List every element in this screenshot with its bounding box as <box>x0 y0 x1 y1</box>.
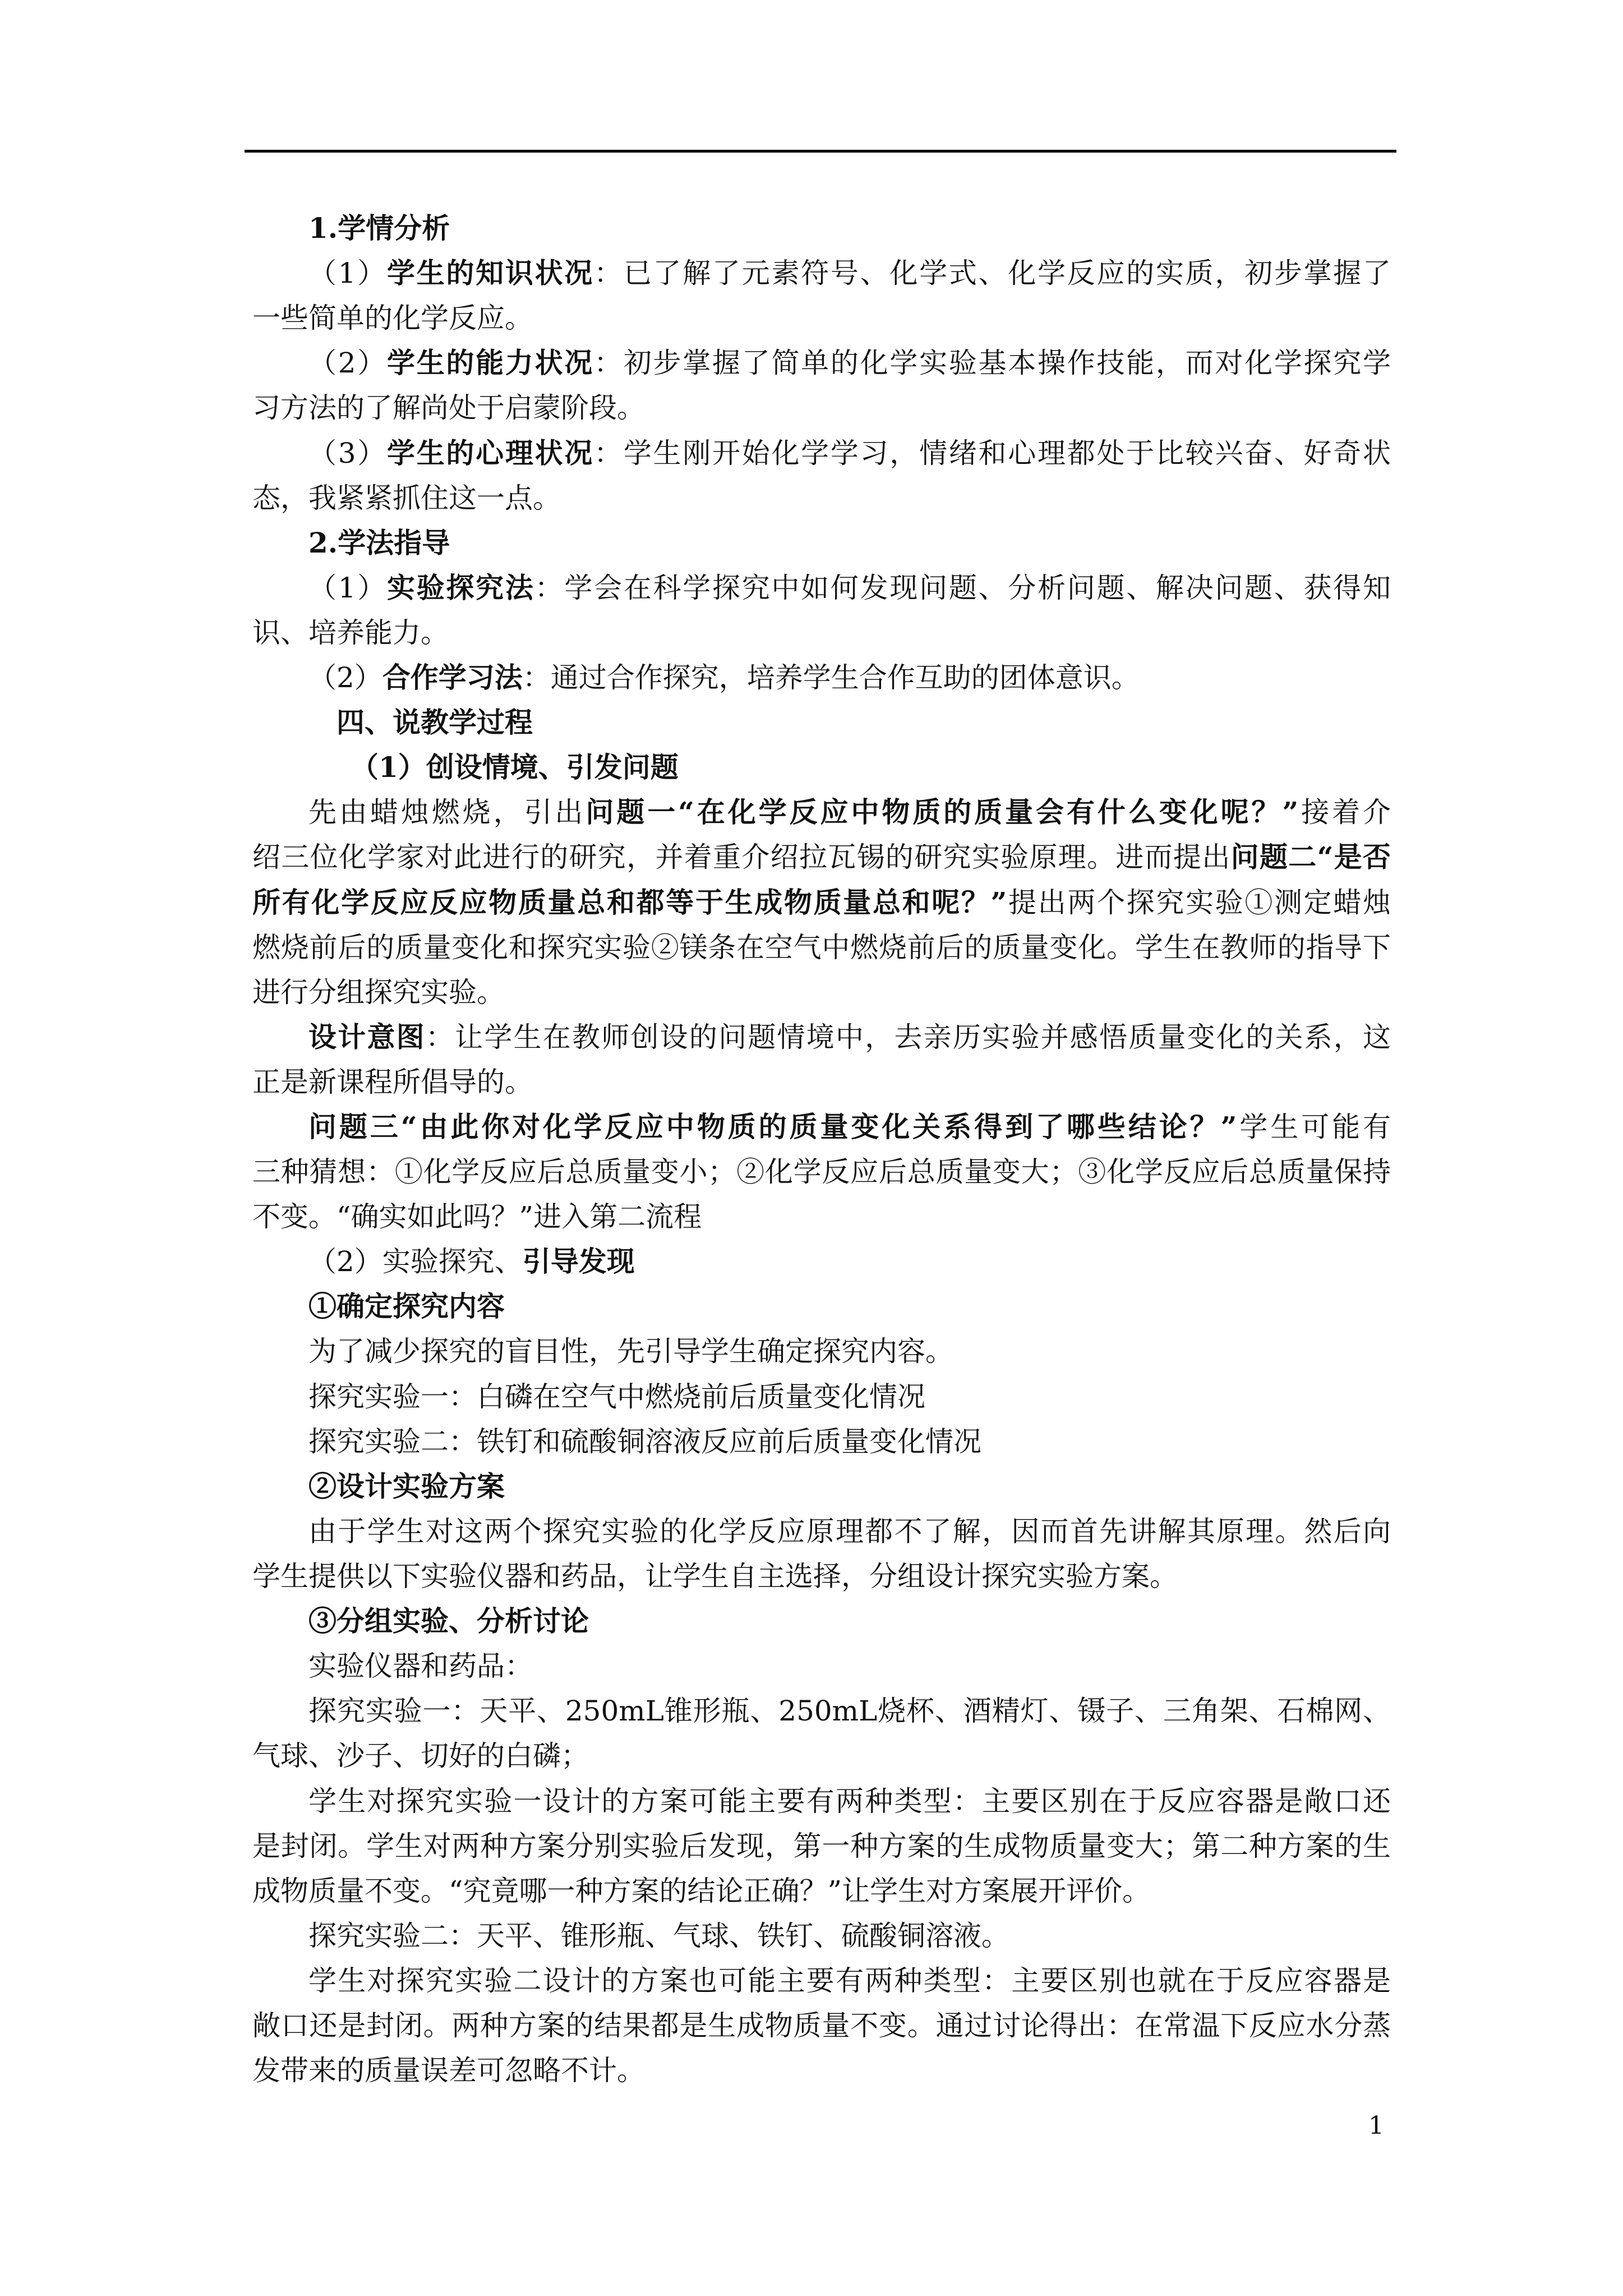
bold-text: ①确定探究内容 <box>308 1290 505 1323</box>
bold-text: 问题二“是否 <box>1230 840 1391 873</box>
text: ：学会在科学探究中如何发现问题、分析问题、解决问题、获得知 <box>534 572 1391 604</box>
bold-text: 四、说教学过程 <box>336 706 533 739</box>
text: 气球、沙子、切好的白磷； <box>252 1740 589 1772</box>
text-line <box>252 1239 635 1284</box>
text-line <box>252 700 533 745</box>
text-line <box>252 1733 589 1778</box>
header-rule <box>245 150 1396 153</box>
text: 探究实验二：天平、锥形瓶、气球、铁钉、硫酸铜溶液。 <box>308 1920 1009 1952</box>
text: 探究实验二：铁钉和硫酸铜溶液反应前后质量变化情况 <box>308 1425 981 1458</box>
text-line <box>252 835 1391 880</box>
text: （2） <box>308 347 387 379</box>
text: 正是新课程所倡导的。 <box>252 1066 533 1098</box>
text-line <box>252 1284 505 1329</box>
bold-text: 所有化学反应反应物质量总和都等于生成物质量总和呢？” <box>252 886 1007 919</box>
bold-text: 2.学法指导 <box>308 526 450 559</box>
text-line <box>252 1149 1391 1194</box>
text: 提出两个探究实验①测定蜡烛 <box>1007 886 1391 919</box>
bold-text: 学生的能力状况 <box>387 346 594 379</box>
text: 由于学生对这两个探究实验的化学反应原理都不了解，因而首先讲解其原理。然后向 <box>308 1515 1391 1548</box>
text: 接着介 <box>1298 796 1391 829</box>
text-line <box>252 1958 1391 2003</box>
text: 燃烧前后的质量变化和探究实验②镁条在空气中燃烧前后的质量变化。学生在教师的指导下 <box>252 931 1391 964</box>
text: 学生对探究实验二设计的方案也可能主要有两种类型：主要区别也就在于反应容器是 <box>308 1964 1391 1997</box>
text: （2） <box>308 661 382 694</box>
text-line <box>252 1869 1150 1913</box>
bold-text: 问题三“由此你对化学反应中物质的质量变化关系得到了哪些结论？” <box>308 1110 1237 1143</box>
bold-text: 1.学情分析 <box>308 211 450 245</box>
text: 成物质量不变。“究竟哪一种方案的结论正确？”让学生对方案展开评价。 <box>252 1875 1151 1907</box>
text-line <box>252 1060 533 1105</box>
text: （3） <box>308 437 387 470</box>
text-line <box>252 296 533 341</box>
text-line <box>252 1599 589 1644</box>
bold-text: 合作学习法 <box>382 661 523 694</box>
text-line <box>252 1913 1009 1958</box>
text: 绍三位化学家对此进行的研究，并着重介绍拉瓦锡的研究实验原理。进而提出 <box>252 841 1231 873</box>
text-line <box>252 251 1391 296</box>
text-line <box>252 1824 1391 1869</box>
text-line <box>252 880 1391 925</box>
text: 先由蜡烛燃烧，引出 <box>308 796 586 829</box>
text: ：让学生在教师创设的问题情境中，去亲历实验并感悟质量变化的关系，这 <box>425 1021 1391 1053</box>
text-line <box>252 925 1391 970</box>
text: 态，我紧紧抓住这一点。 <box>252 482 561 514</box>
text: ：已了解了元素符号、化学式、化学反应的实质，初步掌握了 <box>594 257 1391 289</box>
text-line <box>252 790 1391 835</box>
text-line <box>252 1194 702 1239</box>
text: 一些简单的化学反应。 <box>252 302 533 334</box>
page-number: 1 <box>1368 2111 1384 2140</box>
text: 进行分组探究实验。 <box>252 976 505 1009</box>
text: 探究实验一：白磷在空气中燃烧前后质量变化情况 <box>308 1381 925 1413</box>
text: ：初步掌握了简单的化学实验基本操作技能，而对化学探究学 <box>594 347 1391 379</box>
text: 识、培养能力。 <box>252 616 449 649</box>
text-line <box>252 1374 925 1419</box>
bold-text: 引导发现 <box>522 1245 635 1278</box>
text: 学生对探究实验一设计的方案可能主要有两种类型：主要区别在于反应容器是敞口还 <box>308 1785 1391 1818</box>
text-line <box>252 1554 1178 1599</box>
text-line <box>252 341 1391 385</box>
text: 三种猜想：①化学反应后总质量变小；②化学反应后总质量变大；③化学反应后总质量保持 <box>252 1156 1391 1188</box>
text: 习方法的了解尚处于启蒙阶段。 <box>252 392 645 424</box>
text: 不变。“确实如此吗？”进入第二流程 <box>252 1200 702 1233</box>
text-line <box>252 1105 1391 1149</box>
text: 发带来的质量误差可忽略不计。 <box>252 2054 645 2087</box>
bold-text: 学生的知识状况 <box>387 256 594 289</box>
text: 敞口还是封闭。两种方案的结果都是生成物质量不变。通过讨论得出：在常温下反应水分蒸 <box>252 2009 1391 2042</box>
text-line <box>252 206 450 251</box>
text-line <box>252 385 645 430</box>
text-line <box>252 2003 1391 2048</box>
bold-text: 实验探究法 <box>387 571 535 604</box>
text-line <box>252 1464 505 1509</box>
bold-text: ③分组实验、分析讨论 <box>308 1604 589 1637</box>
text-line <box>252 1419 981 1464</box>
text: 探究实验一：天平、250mL锥形瓶、250mL烧杯、酒精灯、镊子、三角架、石棉网、 <box>308 1695 1391 1727</box>
text: 学生提供以下实验仪器和药品，让学生自主选择，分组设计探究实验方案。 <box>252 1560 1178 1593</box>
text-line <box>252 745 679 790</box>
text: （2）实验探究、 <box>308 1245 523 1278</box>
text-line <box>252 565 1391 610</box>
text-line <box>252 1779 1391 1824</box>
text-line <box>252 521 450 565</box>
text: （1） <box>308 572 387 604</box>
text-line <box>252 431 1391 476</box>
text-line <box>252 655 1140 700</box>
bold-text: 问题一“在化学反应中物质的质量会有什么变化呢？” <box>585 795 1299 829</box>
text: （1） <box>308 257 387 289</box>
bold-text: ②设计实验方案 <box>308 1470 505 1503</box>
text: 实验仪器和药品： <box>308 1650 533 1682</box>
text: 为了减少探究的盲目性，先引导学生确定探究内容。 <box>308 1335 953 1368</box>
text-line <box>252 970 505 1015</box>
text: ：通过合作探究，培养学生合作互助的团体意识。 <box>522 661 1140 694</box>
text-line <box>252 476 561 521</box>
text-line <box>252 2048 645 2093</box>
text-line <box>252 1644 533 1688</box>
text-line <box>252 1015 1391 1060</box>
bold-text: 学生的心理状况 <box>387 436 594 470</box>
text: 学生可能有 <box>1237 1111 1391 1143</box>
text-line <box>252 1329 953 1374</box>
bold-text: （1）创设情境、引发问题 <box>351 751 679 784</box>
text: 是封闭。学生对两种方案分别实验后发现，第一种方案的生成物质量变大；第二种方案的生 <box>252 1830 1391 1862</box>
bold-text: 设计意图 <box>308 1020 426 1053</box>
text-line <box>252 610 449 655</box>
text-line <box>252 1688 1391 1733</box>
text-line <box>252 1509 1391 1554</box>
text: ：学生刚开始化学学习，情绪和心理都处于比较兴奋、好奇状 <box>594 437 1391 470</box>
